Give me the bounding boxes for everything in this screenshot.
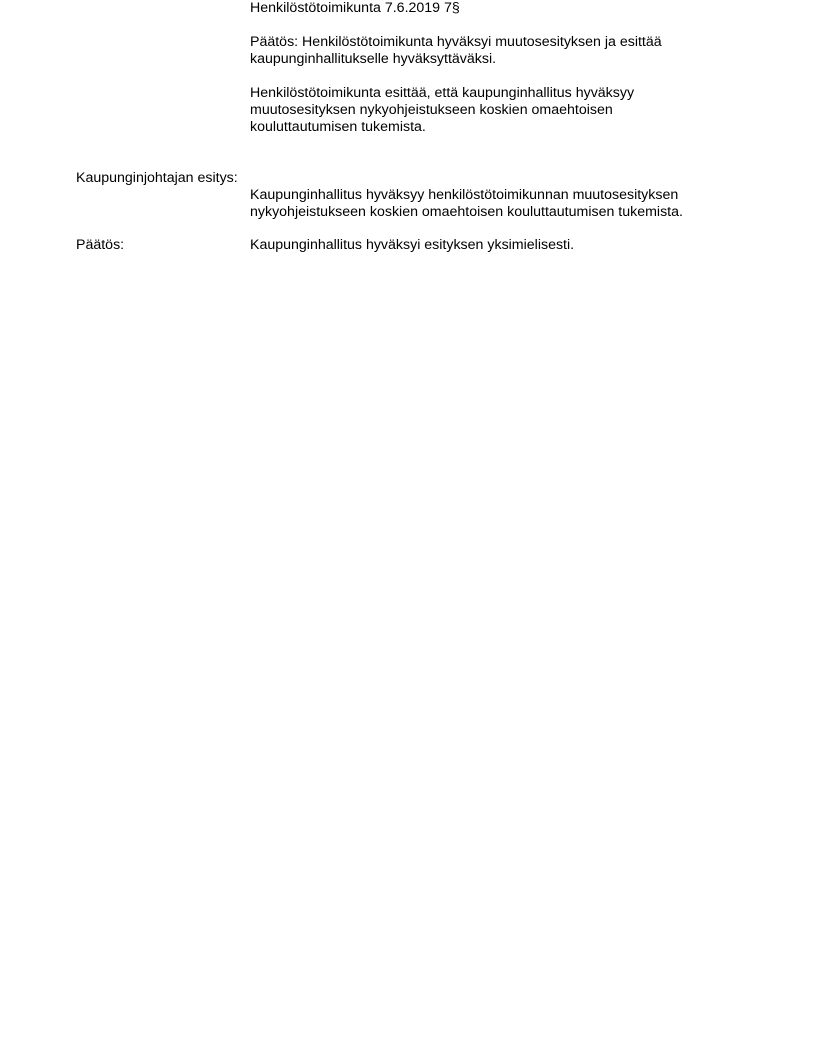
decision-label: Päätös: xyxy=(76,237,125,253)
mayor-proposal-line: Kaupunginhallitus hyväksyy henkilöstötoimikunnan muutosesityksen xyxy=(250,187,679,203)
committee-decision-line: Päätös: Henkilöstötoimikunta hyväksyi muutosesityksen ja esittää xyxy=(250,34,662,50)
committee-proposal-paragraph xyxy=(250,85,750,136)
committee-proposal-line: muutosesityksen nykyohjeistukseen koskien omaehtoisen xyxy=(250,102,613,118)
committee-decision-line: kaupunginhallitukselle hyväksyttäväksi. xyxy=(250,51,497,67)
committee-proposal-line: Henkilöstötoimikunta esittää, että kaupunginhallitus hyväksyy xyxy=(250,85,635,101)
mayor-proposal-paragraph xyxy=(250,187,750,221)
committee-decision-paragraph xyxy=(250,34,750,68)
committee-heading: Henkilöstötoimikunta 7.6.2019 7§ xyxy=(250,0,460,16)
committee-proposal-line: kouluttautumisen tukemista. xyxy=(250,119,426,135)
mayor-proposal-label: Kaupunginjohtajan esitys: xyxy=(76,170,238,186)
decision-text: Kaupunginhallitus hyväksyi esityksen yksimielisesti. xyxy=(250,237,575,253)
mayor-proposal-line: nykyohjeistukseen koskien omaehtoisen kouluttautumisen tukemista. xyxy=(250,204,683,220)
